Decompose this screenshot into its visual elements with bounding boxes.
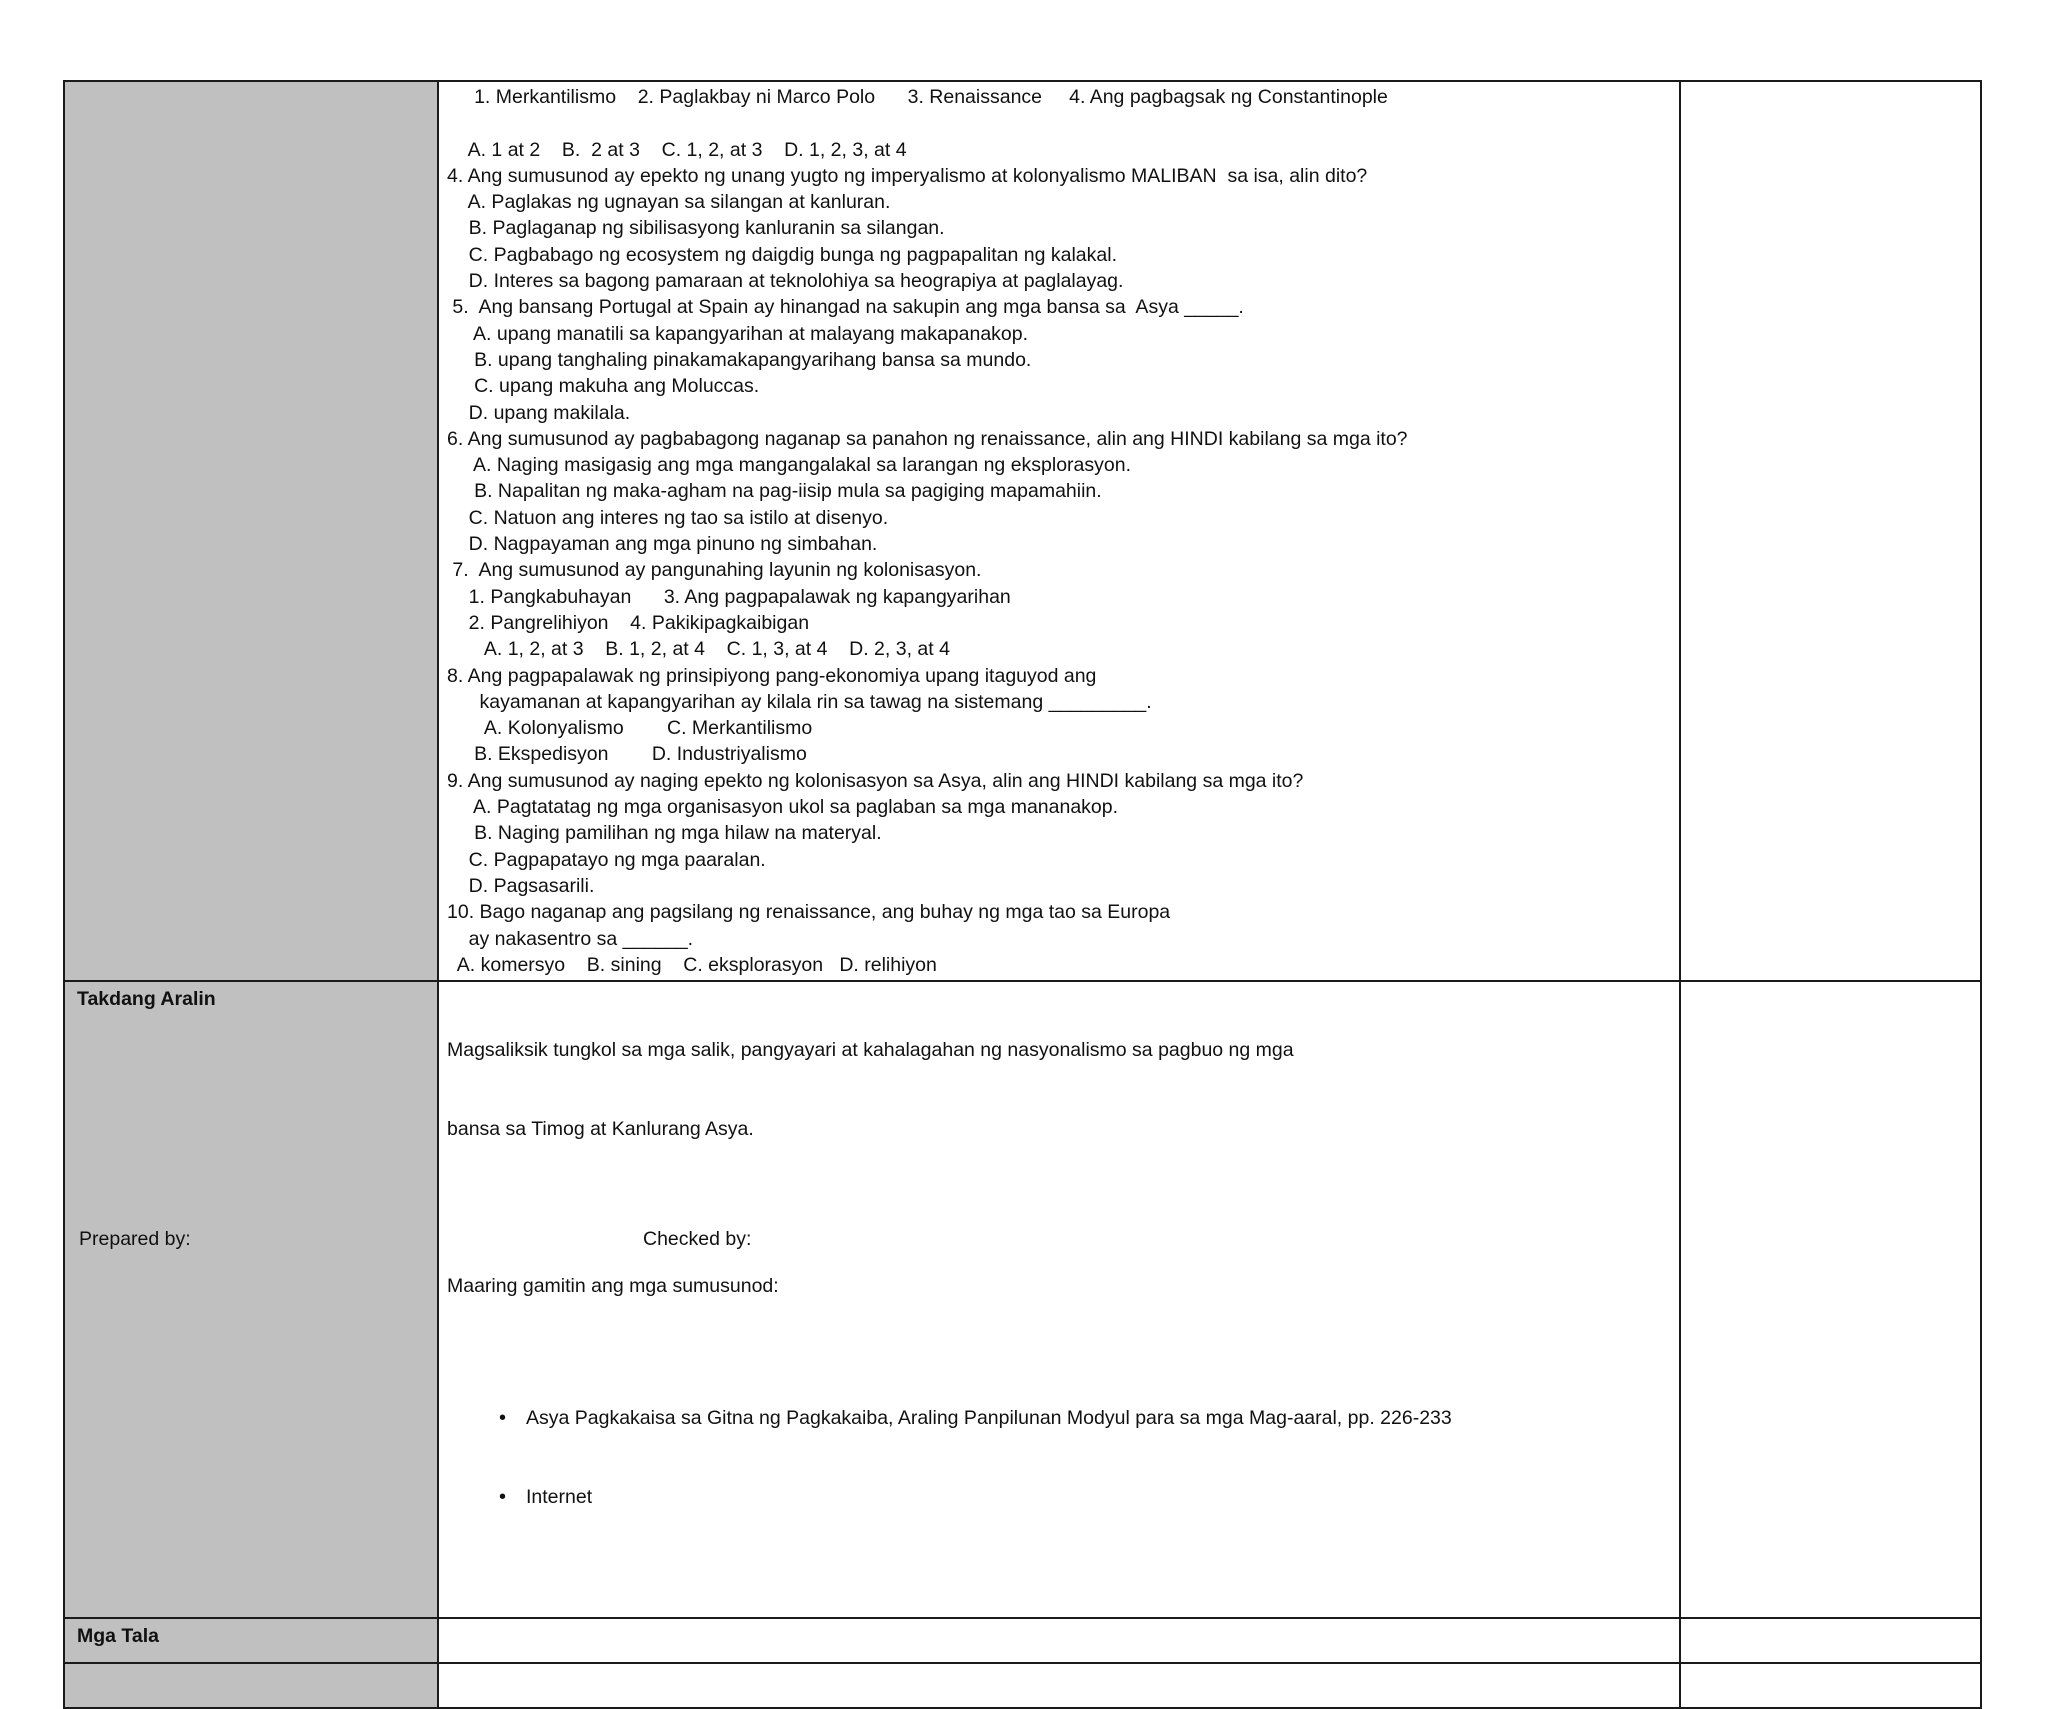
mga-tala-row xyxy=(64,1618,1981,1663)
lesson-plan-table xyxy=(63,80,1982,1709)
question-line: A. 1, 2, at 3 B. 1, 2, at 4 C. 1, 3, at 4 D. 2, 3, at 4 xyxy=(447,638,950,661)
takdang-line: Magsaliksik tungkol sa mga salik, pangyayari at kahalagahan ng nasyonalismo sa pagbuo ng mga xyxy=(447,1038,1294,1061)
question-line: B. Paglaganap ng sibilisasyong kanluranin sa silangan. xyxy=(447,217,945,240)
takdang-aralin-label-cell xyxy=(64,981,438,1618)
questions-list xyxy=(439,82,1679,980)
question-line: 2. Pangrelihiyon 4. Pakikipagkaibigan xyxy=(447,611,810,634)
question-line: C. upang makuha ang Moluccas. xyxy=(447,375,760,398)
takdang-aralin-content-cell xyxy=(438,981,1680,1618)
checked-by-label: Checked by: xyxy=(643,1228,752,1250)
mga-tala-label: Mga Tala xyxy=(77,1625,159,1648)
question-line: 10. Bago naganap ang pagsilang ng renaissance, ang buhay ng mga tao sa Europa xyxy=(447,901,1171,924)
question-line: B. Napalitan ng maka-agham na pag-iisip mula sa pagiging mapamahiin. xyxy=(447,480,1102,503)
question-line: A. komersyo B. sining C. eksplorasyon D. relihiyon xyxy=(447,953,937,976)
question-line: A. Naging masigasig ang mga mangangalakal sa larangan ng eksplorasyon. xyxy=(447,454,1132,477)
mga-tala-label-cell xyxy=(64,1618,438,1663)
question-line: D. Nagpayaman ang mga pinuno ng simbahan. xyxy=(447,533,878,556)
takdang-aralin-content xyxy=(439,982,1679,1617)
question-line: 1. Pangkabuhayan 3. Ang pagpapalawak ng kapangyarihan xyxy=(447,585,1011,608)
empty-label-cell xyxy=(64,1663,438,1708)
prepared-by-label: Prepared by: xyxy=(79,1228,191,1250)
empty-notes-cell xyxy=(1680,1663,1981,1708)
question-line: 6. Ang sumusunod ay pagbabagong naganap sa panahon ng renaissance, alin ang HINDI kabilang sa mga ito? xyxy=(447,427,1408,450)
questions-content-cell xyxy=(438,81,1680,981)
mga-tala-notes-cell xyxy=(1680,1618,1981,1663)
takdang-aralin-row xyxy=(64,981,1981,1618)
question-line: A. upang manatili sa kapangyarihan at malayang makapanakop. xyxy=(447,322,1029,345)
question-line xyxy=(447,110,1679,136)
question-line: B. Ekspedisyon D. Industriyalismo xyxy=(447,743,807,766)
question-line: D. Pagsasarili. xyxy=(447,874,595,897)
question-line: C. Pagpapatayo ng mga paaralan. xyxy=(447,848,766,871)
question-line: ay nakasentro sa ______. xyxy=(447,927,694,950)
question-line: D. Interes sa bagong pamaraan at teknolohiya sa heograpiya at paglalayag. xyxy=(447,270,1124,293)
question-line: A. 1 at 2 B. 2 at 3 C. 1, 2, at 3 D. 1, 2, 3, at 4 xyxy=(447,138,907,161)
question-line: C. Natuon ang interes ng tao sa istilo at disenyo. xyxy=(447,506,889,529)
questions-label-cell xyxy=(64,81,438,981)
questions-row xyxy=(64,81,1981,981)
empty-row xyxy=(64,1663,1981,1708)
question-line: 4. Ang sumusunod ay epekto ng unang yugto ng imperyalismo at kolonyalismo MALIBAN sa isa, alin dito? xyxy=(447,164,1368,187)
takdang-line: bansa sa Timog at Kanlurang Asya. xyxy=(447,1117,754,1140)
questions-notes-cell xyxy=(1680,81,1981,981)
question-line: C. Pagbabago ng ecosystem ng daigdig bunga ng pagpapalitan ng kalakal. xyxy=(447,243,1117,266)
question-line: 9. Ang sumusunod ay naging epekto ng kolonisasyon sa Asya, alin ang HINDI kabilang sa mga ito? xyxy=(447,769,1304,792)
question-line: B. upang tanghaling pinakamakapangyarihang bansa sa mundo. xyxy=(447,348,1032,371)
question-line: kayamanan at kapangyarihan ay kilala rin sa tawag na sistemang _________. xyxy=(447,690,1152,713)
mga-tala-content-cell xyxy=(438,1618,1680,1663)
question-line: D. upang makilala. xyxy=(447,401,631,424)
question-line: 5. Ang bansang Portugal at Spain ay hinangad na sakupin ang mga bansa sa Asya _____. xyxy=(447,296,1244,319)
resource-bullet-list xyxy=(447,1352,1679,1562)
question-line: B. Naging pamilihan ng mga hilaw na materyal. xyxy=(447,822,882,845)
takdang-aralin-label: Takdang Aralin xyxy=(77,988,216,1011)
empty-content-cell xyxy=(438,1663,1680,1708)
resource-bullet-item: • Asya Pagkakaisa sa Gitna ng Pagkakaiba, Araling Panpilunan Modyul para sa mga Mag-aaral, pp. 226-233 xyxy=(499,1405,1679,1431)
question-line: A. Pagtatatag ng mga organisasyon ukol sa paglaban sa mga mananakop. xyxy=(447,796,1119,819)
question-line: 1. Merkantilismo 2. Paglakbay ni Marco Polo 3. Renaissance 4. Ang pagbagsak ng Constantinople xyxy=(447,86,1388,108)
question-line: A. Paglakas ng ugnayan sa silangan at kanluran. xyxy=(447,191,891,214)
question-line: 8. Ang pagpapalawak ng prinsipiyong pang-ekonomiya upang itaguyod ang xyxy=(447,664,1097,687)
question-line: A. Kolonyalismo C. Merkantilismo xyxy=(447,717,813,740)
takdang-aralin-notes-cell xyxy=(1680,981,1981,1618)
takdang-line: Maaring gamitin ang mga sumusunod: xyxy=(447,1275,779,1298)
resource-bullet-item: • Internet xyxy=(499,1484,1679,1510)
takdang-line xyxy=(447,1194,1679,1220)
question-line: 7. Ang sumusunod ay pangunahing layunin ng kolonisasyon. xyxy=(447,559,982,582)
